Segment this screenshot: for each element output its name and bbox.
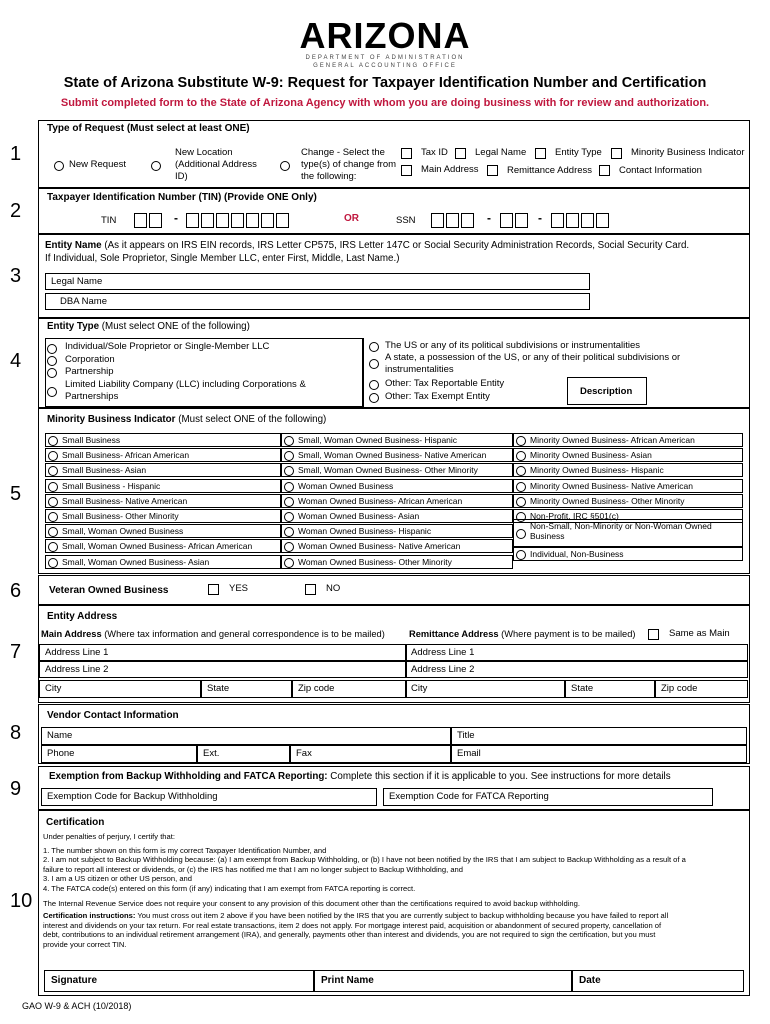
main-address-heading-rest: (Where tax information and general correspondence is to be mailed) bbox=[101, 629, 385, 639]
mbi-col1-radio-5[interactable] bbox=[48, 497, 58, 507]
mbi-col1-radio-9[interactable] bbox=[48, 558, 58, 568]
mbi-col1-item-5[interactable] bbox=[45, 494, 281, 508]
mbi-col2-label-4: Woman Owned Business bbox=[298, 480, 394, 491]
date-field[interactable] bbox=[572, 970, 744, 992]
entity-state-radio[interactable] bbox=[369, 359, 379, 369]
cert-instructions-4: provide your correct TIN. bbox=[43, 939, 127, 949]
main-address-line-1[interactable] bbox=[39, 644, 407, 661]
mbi-col1-label-5: Small Business- Native American bbox=[62, 495, 188, 506]
entity-type-checkbox[interactable] bbox=[535, 148, 546, 159]
section-entity-type bbox=[38, 318, 750, 408]
section-number-1: 1 bbox=[10, 143, 22, 165]
mbi-col1-radio-1[interactable] bbox=[48, 436, 58, 446]
section-10-heading: Certification bbox=[46, 817, 105, 828]
main-state-field[interactable] bbox=[201, 680, 292, 698]
main-address-line-1-label: Address Line 1 bbox=[45, 647, 109, 658]
mbi-col3-item-5[interactable] bbox=[513, 494, 743, 508]
ssn-label: SSN bbox=[396, 215, 416, 226]
ssn-digit-9[interactable] bbox=[596, 213, 609, 228]
entity-tax-reportable-radio[interactable] bbox=[369, 380, 379, 390]
new-location-label-3: ID) bbox=[175, 171, 188, 182]
mbi-col3-label-2: Minority Owned Business- Asian bbox=[530, 450, 652, 461]
section-tin bbox=[38, 188, 750, 234]
cert-item-3: 3. I am a US citizen or other US person, and bbox=[43, 874, 192, 884]
main-address-line-2[interactable] bbox=[39, 661, 407, 678]
contact-information-checkbox[interactable] bbox=[599, 165, 610, 176]
section-9-heading-bold: Exemption from Backup Withholding and FATCA Reporting: bbox=[49, 771, 328, 782]
mbi-col3-label-5: Minority Owned Business- Other Minority bbox=[530, 495, 685, 506]
veteran-yes-label: YES bbox=[229, 583, 249, 594]
new-location-label-1: New Location bbox=[175, 147, 233, 158]
print-name-field[interactable] bbox=[314, 970, 572, 992]
tin-digit-8[interactable] bbox=[261, 213, 274, 228]
mbi-col1-radio-7[interactable] bbox=[48, 527, 58, 537]
tin-digit-7[interactable] bbox=[246, 213, 259, 228]
mbi-col1-label-3: Small Business- Asian bbox=[62, 465, 147, 476]
ssn-digit-8[interactable] bbox=[581, 213, 594, 228]
mbi-col1-item-1[interactable] bbox=[45, 433, 281, 447]
mbi-col3-label-7b: Business bbox=[530, 531, 565, 541]
mbi-col2-radio-9[interactable] bbox=[284, 558, 294, 568]
mbi-col1-label-1: Small Business bbox=[62, 435, 121, 445]
contact-fax-field[interactable] bbox=[290, 745, 451, 763]
remittance-address-heading-bold: Remittance Address bbox=[409, 629, 499, 639]
mbi-col2-label-6: Woman Owned Business- Asian bbox=[298, 511, 420, 521]
section-number-3: 3 bbox=[10, 265, 22, 287]
ssn-dash-2: - bbox=[538, 211, 542, 225]
remittance-zip-label: Zip code bbox=[661, 683, 698, 694]
cert-instructions-2: interest and dividends on your tax return. For real estate transactions, item 2 does not apply. For mortgage interest paid, acquisition or abandonment of secured property, cancellation of bbox=[43, 920, 662, 930]
cert-instructions-bold: Certification instructions: bbox=[43, 911, 136, 921]
entity-tax-exempt-radio[interactable] bbox=[369, 393, 379, 403]
main-zip-label: Zip code bbox=[298, 683, 335, 694]
section-4-heading-rest: (Must select ONE of the following) bbox=[99, 321, 250, 332]
mbi-col2-radio-1[interactable] bbox=[284, 436, 294, 446]
cert-instructions-1 bbox=[43, 911, 743, 921]
section-number-2: 2 bbox=[10, 200, 22, 222]
entity-tax-exempt-label: Other: Tax Exempt Entity bbox=[385, 391, 490, 402]
fatca-label: Exemption Code for FATCA Reporting bbox=[389, 791, 549, 802]
remittance-state-label: State bbox=[571, 683, 594, 694]
form-subtitle: Submit completed form to the State of Arizona Agency with whom you are doing business with for review and authorization. bbox=[60, 97, 710, 109]
mbi-col1-item-3[interactable] bbox=[45, 463, 281, 477]
remittance-city-label: City bbox=[411, 683, 428, 694]
ssn-digit-5[interactable] bbox=[515, 213, 528, 228]
section-5-heading bbox=[47, 414, 326, 426]
mbi-col2-radio-3[interactable] bbox=[284, 466, 294, 476]
print-name-label: Print Name bbox=[321, 975, 374, 986]
mbi-col2-item-8[interactable] bbox=[281, 539, 513, 553]
legal-name-field[interactable] bbox=[45, 273, 590, 290]
mbi-col3-label-4: Minority Owned Business- Native American bbox=[530, 480, 693, 491]
veteran-no-label: NO bbox=[326, 583, 341, 594]
section-3-heading-rest: (As it appears on IRS EIN records, IRS Letter CP575, IRS Letter 147C or Social Security Administration Records, Social Security Card. bbox=[101, 240, 690, 251]
cert-intro: Under penalties of perjury, I certify that: bbox=[43, 832, 175, 841]
cert-instructions-1-rest: You must cross out item 2 above if you have been notified by the IRS that you are currently subject to backup withholding because you have failed to report all bbox=[135, 911, 669, 921]
entity-state-label-2: instrumentalities bbox=[385, 364, 454, 375]
cert-item-1: 1. The number shown on this form is my correct Taxpayer Identification Number, and bbox=[43, 845, 327, 855]
fatca-field[interactable] bbox=[383, 788, 713, 806]
legal-name-checkbox[interactable] bbox=[455, 148, 466, 159]
mbi-col1-label-2: Small Business- African American bbox=[62, 450, 190, 461]
entity-corporation-label: Corporation bbox=[65, 354, 115, 365]
mbi-col3-item-7[interactable] bbox=[513, 519, 743, 547]
mbi-col1-item-4[interactable] bbox=[45, 479, 281, 493]
mbi-col3-radio-5[interactable] bbox=[516, 497, 526, 507]
main-address-line-2-label: Address Line 2 bbox=[45, 664, 109, 675]
tin-digit-4[interactable] bbox=[201, 213, 214, 228]
mbi-col1-radio-6[interactable] bbox=[48, 512, 58, 522]
section-number-5: 5 bbox=[10, 483, 22, 505]
contact-email-field[interactable] bbox=[451, 745, 747, 763]
change-label-2: type(s) of change from bbox=[301, 159, 397, 170]
contact-name-field[interactable] bbox=[41, 727, 451, 745]
mbi-col2-item-5[interactable] bbox=[281, 494, 513, 508]
new-request-label: New Request bbox=[69, 159, 127, 170]
contact-ext-label: Ext. bbox=[203, 748, 220, 759]
mbi-col3-radio-7[interactable] bbox=[516, 529, 526, 539]
section-9-heading-rest: Complete this section if it is applicable to you. See instructions for more details bbox=[327, 771, 671, 782]
tin-digit-1[interactable] bbox=[134, 213, 147, 228]
mbi-col1-item-2[interactable] bbox=[45, 448, 281, 462]
mbi-col2-label-3: Small, Woman Owned Business- Other Minority bbox=[298, 465, 478, 476]
date-label: Date bbox=[579, 975, 601, 986]
mbi-col1-item-8[interactable] bbox=[45, 539, 281, 553]
entity-individual-label: Individual/Sole Proprietor or Single-Member LLC bbox=[65, 341, 270, 352]
ssn-digit-1[interactable] bbox=[431, 213, 444, 228]
remittance-address-heading-rest: (Where payment is to be mailed) bbox=[498, 629, 636, 639]
contact-fax-label: Fax bbox=[296, 748, 312, 759]
mbi-col3-radio-1[interactable] bbox=[516, 436, 526, 446]
same-as-main-label: Same as Main bbox=[669, 628, 730, 639]
tax-id-checkbox[interactable] bbox=[401, 148, 412, 159]
ssn-digit-3[interactable] bbox=[461, 213, 474, 228]
tin-digit-5[interactable] bbox=[216, 213, 229, 228]
entity-us-government-radio[interactable] bbox=[369, 342, 379, 352]
mbi-col3-radio-2[interactable] bbox=[516, 451, 526, 461]
contact-title-field[interactable] bbox=[451, 727, 747, 745]
same-as-main-checkbox[interactable] bbox=[648, 629, 659, 640]
mbi-col2-radio-4[interactable] bbox=[284, 482, 294, 492]
main-address-checkbox[interactable] bbox=[401, 165, 412, 176]
veteran-yes-checkbox[interactable] bbox=[208, 584, 219, 595]
mbi-col3-radio-4[interactable] bbox=[516, 482, 526, 492]
mbi-col3-item-2[interactable] bbox=[513, 448, 743, 462]
entity-type-label: Entity Type bbox=[555, 147, 602, 158]
section-number-9: 9 bbox=[10, 778, 22, 800]
ssn-digit-2[interactable] bbox=[446, 213, 459, 228]
mbi-col1-label-6: Small Business- Other Minority bbox=[62, 511, 179, 521]
mbi-col2-radio-2[interactable] bbox=[284, 451, 294, 461]
mbi-col3-label-1: Minority Owned Business- African American bbox=[530, 435, 695, 445]
section-number-4: 4 bbox=[10, 350, 22, 372]
signature-field[interactable] bbox=[44, 970, 314, 992]
tin-label: TIN bbox=[101, 215, 117, 226]
mbi-col1-radio-4[interactable] bbox=[48, 482, 58, 492]
certification-text bbox=[43, 832, 743, 950]
remittance-state-field[interactable] bbox=[565, 680, 655, 698]
minority-indicator-checkbox[interactable] bbox=[611, 148, 622, 159]
mbi-col2-item-2[interactable] bbox=[281, 448, 513, 462]
cert-instructions-3: debt, contributions to an individual retirement arrangement (IRA), and generally, payments other than interest and dividends, you are not required to sign the certification, but you must bbox=[43, 930, 656, 940]
section-1-heading: Type of Request (Must select at least ONE) bbox=[47, 123, 250, 134]
mbi-col3-item-1[interactable] bbox=[513, 433, 743, 447]
main-city-label: City bbox=[45, 683, 62, 694]
new-location-radio[interactable] bbox=[151, 161, 161, 171]
backup-withholding-field[interactable] bbox=[41, 788, 377, 806]
section-4-heading bbox=[47, 321, 250, 333]
logo-subtitle-2: GENERAL ACCOUNTING OFFICE bbox=[313, 63, 457, 69]
section-number-8: 8 bbox=[10, 722, 22, 744]
cert-item-2a: 2. I am not subject to Backup Withholding because: (a) I am exempt from Backup Withholding, or (b) I have not been notified by the IRS that I am subject to Backup Withholding as a result of a bbox=[43, 855, 686, 865]
main-zip-field[interactable] bbox=[292, 680, 407, 698]
mbi-col3-label-3: Minority Owned Business- Hispanic bbox=[530, 465, 664, 476]
main-state-label: State bbox=[207, 683, 230, 694]
mbi-col1-label-7: Small, Woman Owned Business bbox=[62, 526, 184, 537]
mbi-col2-radio-5[interactable] bbox=[284, 497, 294, 507]
section-entity-address bbox=[38, 605, 750, 703]
section-veteran bbox=[38, 575, 750, 605]
main-city-field[interactable] bbox=[39, 680, 201, 698]
mbi-col2-label-8: Woman Owned Business- Native American bbox=[298, 541, 461, 552]
tin-digit-3[interactable] bbox=[186, 213, 199, 228]
mbi-col2-label-7: Woman Owned Business- Hispanic bbox=[298, 526, 432, 537]
mbi-col3-label-6: Non-Profit, IRC §501(c) bbox=[530, 511, 619, 521]
mbi-col3-radio-3[interactable] bbox=[516, 466, 526, 476]
section-7-heading: Entity Address bbox=[47, 611, 118, 622]
mbi-col3-item-3[interactable] bbox=[513, 463, 743, 477]
mbi-col1-radio-2[interactable] bbox=[48, 451, 58, 461]
section-2-heading: Taxpayer Identification Number (TIN) (Provide ONE Only) bbox=[47, 192, 317, 203]
form-title: State of Arizona Substitute W-9: Request for Taxpayer Identification Number and Certification bbox=[63, 75, 707, 91]
change-radio[interactable] bbox=[280, 161, 290, 171]
logo-subtitle-1: DEPARTMENT OF ADMINISTRATION bbox=[305, 55, 465, 61]
remittance-zip-field[interactable] bbox=[655, 680, 748, 698]
section-5-heading-rest: (Must select ONE of the following) bbox=[175, 414, 327, 425]
form-footer: GAO W-9 & ACH (10/2018) bbox=[22, 1001, 132, 1011]
entity-state-label-1: A state, a possession of the US, or any of their political subdivisions or bbox=[385, 352, 681, 363]
mbi-col1-item-9[interactable] bbox=[45, 555, 281, 569]
section-number-10: 10 bbox=[10, 890, 33, 912]
remittance-address-line-2[interactable] bbox=[405, 661, 748, 678]
section-number-7: 7 bbox=[10, 641, 22, 663]
logo-word: ARIZONA bbox=[299, 15, 471, 56]
section-3-heading bbox=[45, 240, 689, 252]
contact-phone-label: Phone bbox=[47, 748, 75, 759]
contact-ext-field[interactable] bbox=[197, 745, 290, 763]
mbi-col2-radio-6[interactable] bbox=[284, 512, 294, 522]
mbi-col1-label-4: Small Business - Hispanic bbox=[62, 480, 161, 491]
ssn-digit-6[interactable] bbox=[551, 213, 564, 228]
or-label: OR bbox=[344, 213, 359, 224]
ssn-digit-4[interactable] bbox=[500, 213, 513, 228]
description-label: Description bbox=[580, 386, 633, 397]
tin-digit-2[interactable] bbox=[149, 213, 162, 228]
entity-llc-label-2: Partnerships bbox=[65, 391, 119, 402]
contact-title-label: Title bbox=[457, 730, 475, 741]
minority-indicator-label: Minority Business Indicator bbox=[631, 147, 745, 158]
mbi-col1-radio-8[interactable] bbox=[48, 542, 58, 552]
backup-withholding-label: Exemption Code for Backup Withholding bbox=[47, 791, 218, 802]
entity-left-box bbox=[45, 338, 363, 407]
change-label-1: Change - Select the bbox=[301, 147, 385, 158]
mbi-col2-label-5: Woman Owned Business- African American bbox=[298, 495, 463, 506]
tin-digit-9[interactable] bbox=[276, 213, 289, 228]
remittance-address-line-1[interactable] bbox=[405, 644, 748, 661]
mbi-col1-item-6[interactable] bbox=[45, 509, 281, 523]
entity-llc-label-1: Limited Liability Company (LLC) including Corporations & bbox=[65, 379, 306, 390]
ssn-dash-1: - bbox=[487, 211, 491, 225]
mbi-col3-label-8: Individual, Non-Business bbox=[530, 549, 624, 559]
mbi-col3-item-8[interactable] bbox=[513, 547, 743, 561]
dba-name-field[interactable] bbox=[45, 293, 590, 310]
mbi-col2-radio-8[interactable] bbox=[284, 542, 294, 552]
mbi-col2-label-1: Small, Woman Owned Business- Hispanic bbox=[298, 435, 458, 445]
mbi-col2-item-1[interactable] bbox=[281, 433, 513, 447]
mbi-col2-radio-7[interactable] bbox=[284, 527, 294, 537]
section-number-6: 6 bbox=[10, 580, 22, 602]
section-vendor-contact bbox=[38, 704, 750, 764]
veteran-label: Veteran Owned Business bbox=[49, 585, 169, 596]
mbi-col1-label-8: Small, Woman Owned Business- African American bbox=[62, 541, 253, 552]
mbi-col3-item-4[interactable] bbox=[513, 479, 743, 493]
section-exemption bbox=[38, 766, 750, 810]
tin-dash: - bbox=[174, 211, 178, 225]
entity-partnership-label: Partnership bbox=[65, 366, 114, 377]
main-address-heading bbox=[41, 628, 385, 640]
change-label-3: the following: bbox=[301, 171, 357, 182]
contact-name-label: Name bbox=[47, 730, 73, 741]
tax-id-label: Tax ID bbox=[421, 147, 448, 158]
mbi-col1-radio-3[interactable] bbox=[48, 466, 58, 476]
remittance-address-label: Remittance Address bbox=[507, 165, 593, 176]
section-minority-business bbox=[38, 408, 750, 574]
mbi-col1-item-7[interactable] bbox=[45, 524, 281, 538]
mbi-col2-label-9: Woman Owned Business- Other Minority bbox=[298, 556, 452, 567]
arizona-logo bbox=[0, 15, 770, 70]
section-3-heading-bold: Entity Name bbox=[45, 240, 102, 251]
dba-name-field-label: DBA Name bbox=[60, 296, 107, 307]
remittance-address-line-2-label: Address Line 2 bbox=[411, 664, 475, 675]
legal-name-label: Legal Name bbox=[475, 147, 527, 158]
new-location-label-2: (Additional Address bbox=[175, 159, 257, 170]
main-address-heading-bold: Main Address bbox=[41, 629, 102, 639]
cert-irs-note: The Internal Revenue Service does not require your consent to any provision of this document other than the certifications required to avoid backup withholding. bbox=[43, 898, 580, 908]
entity-type-divider bbox=[363, 338, 364, 407]
contact-phone-field[interactable] bbox=[41, 745, 197, 763]
section-entity-name bbox=[38, 234, 750, 318]
section-4-heading-bold: Entity Type bbox=[47, 321, 100, 332]
entity-us-government-label: The US or any of its political subdivisions or instrumentalities bbox=[385, 340, 641, 351]
section-9-heading bbox=[49, 771, 671, 783]
legal-name-field-label: Legal Name bbox=[51, 276, 103, 287]
cert-item-2b: failure to report all interest or dividends, or (c) the IRS has notified me that I am no longer subject to Backup Withholding, and bbox=[43, 864, 463, 874]
mbi-col2-item-6[interactable] bbox=[281, 509, 513, 523]
cert-item-4: 4. The FATCA code(s) entered on this form (if any) indicating that I am exempt from FATCA reporting is correct. bbox=[43, 883, 416, 893]
contact-information-label: Contact Information bbox=[619, 165, 702, 176]
main-address-label: Main Address bbox=[421, 164, 479, 175]
section-type-of-request bbox=[38, 120, 750, 188]
veteran-no-checkbox[interactable] bbox=[305, 584, 316, 595]
mbi-col2-item-9[interactable] bbox=[281, 555, 513, 569]
remittance-address-heading bbox=[409, 628, 636, 640]
remittance-city-field[interactable] bbox=[405, 680, 565, 698]
section-5-heading-bold: Minority Business Indicator bbox=[47, 414, 176, 425]
mbi-col2-item-4[interactable] bbox=[281, 479, 513, 493]
mbi-col3-radio-8[interactable] bbox=[516, 550, 526, 560]
tin-digit-6[interactable] bbox=[231, 213, 244, 228]
mbi-col3-label-7a: Non-Small, Non-Minority or Non-Woman Owned bbox=[530, 521, 712, 531]
entity-tax-reportable-label: Other: Tax Reportable Entity bbox=[385, 378, 505, 389]
ssn-digit-7[interactable] bbox=[566, 213, 579, 228]
section-3-heading-line2: If Individual, Sole Proprietor, Single Member LLC, enter First, Middle, Last Name.) bbox=[45, 253, 400, 264]
mbi-col1-label-9: Small, Woman Owned Business- Asian bbox=[62, 556, 210, 567]
mbi-col2-item-7[interactable] bbox=[281, 524, 513, 538]
section-8-heading: Vendor Contact Information bbox=[47, 710, 179, 721]
contact-email-label: Email bbox=[457, 748, 481, 759]
mbi-col2-item-3[interactable] bbox=[281, 463, 513, 477]
remittance-address-line-1-label: Address Line 1 bbox=[411, 647, 475, 658]
signature-label: Signature bbox=[51, 975, 98, 986]
description-field[interactable] bbox=[567, 377, 647, 405]
mbi-col2-label-2: Small, Woman Owned Business- Native American bbox=[298, 450, 487, 461]
remittance-address-checkbox[interactable] bbox=[487, 165, 498, 176]
new-request-radio[interactable] bbox=[54, 161, 64, 171]
